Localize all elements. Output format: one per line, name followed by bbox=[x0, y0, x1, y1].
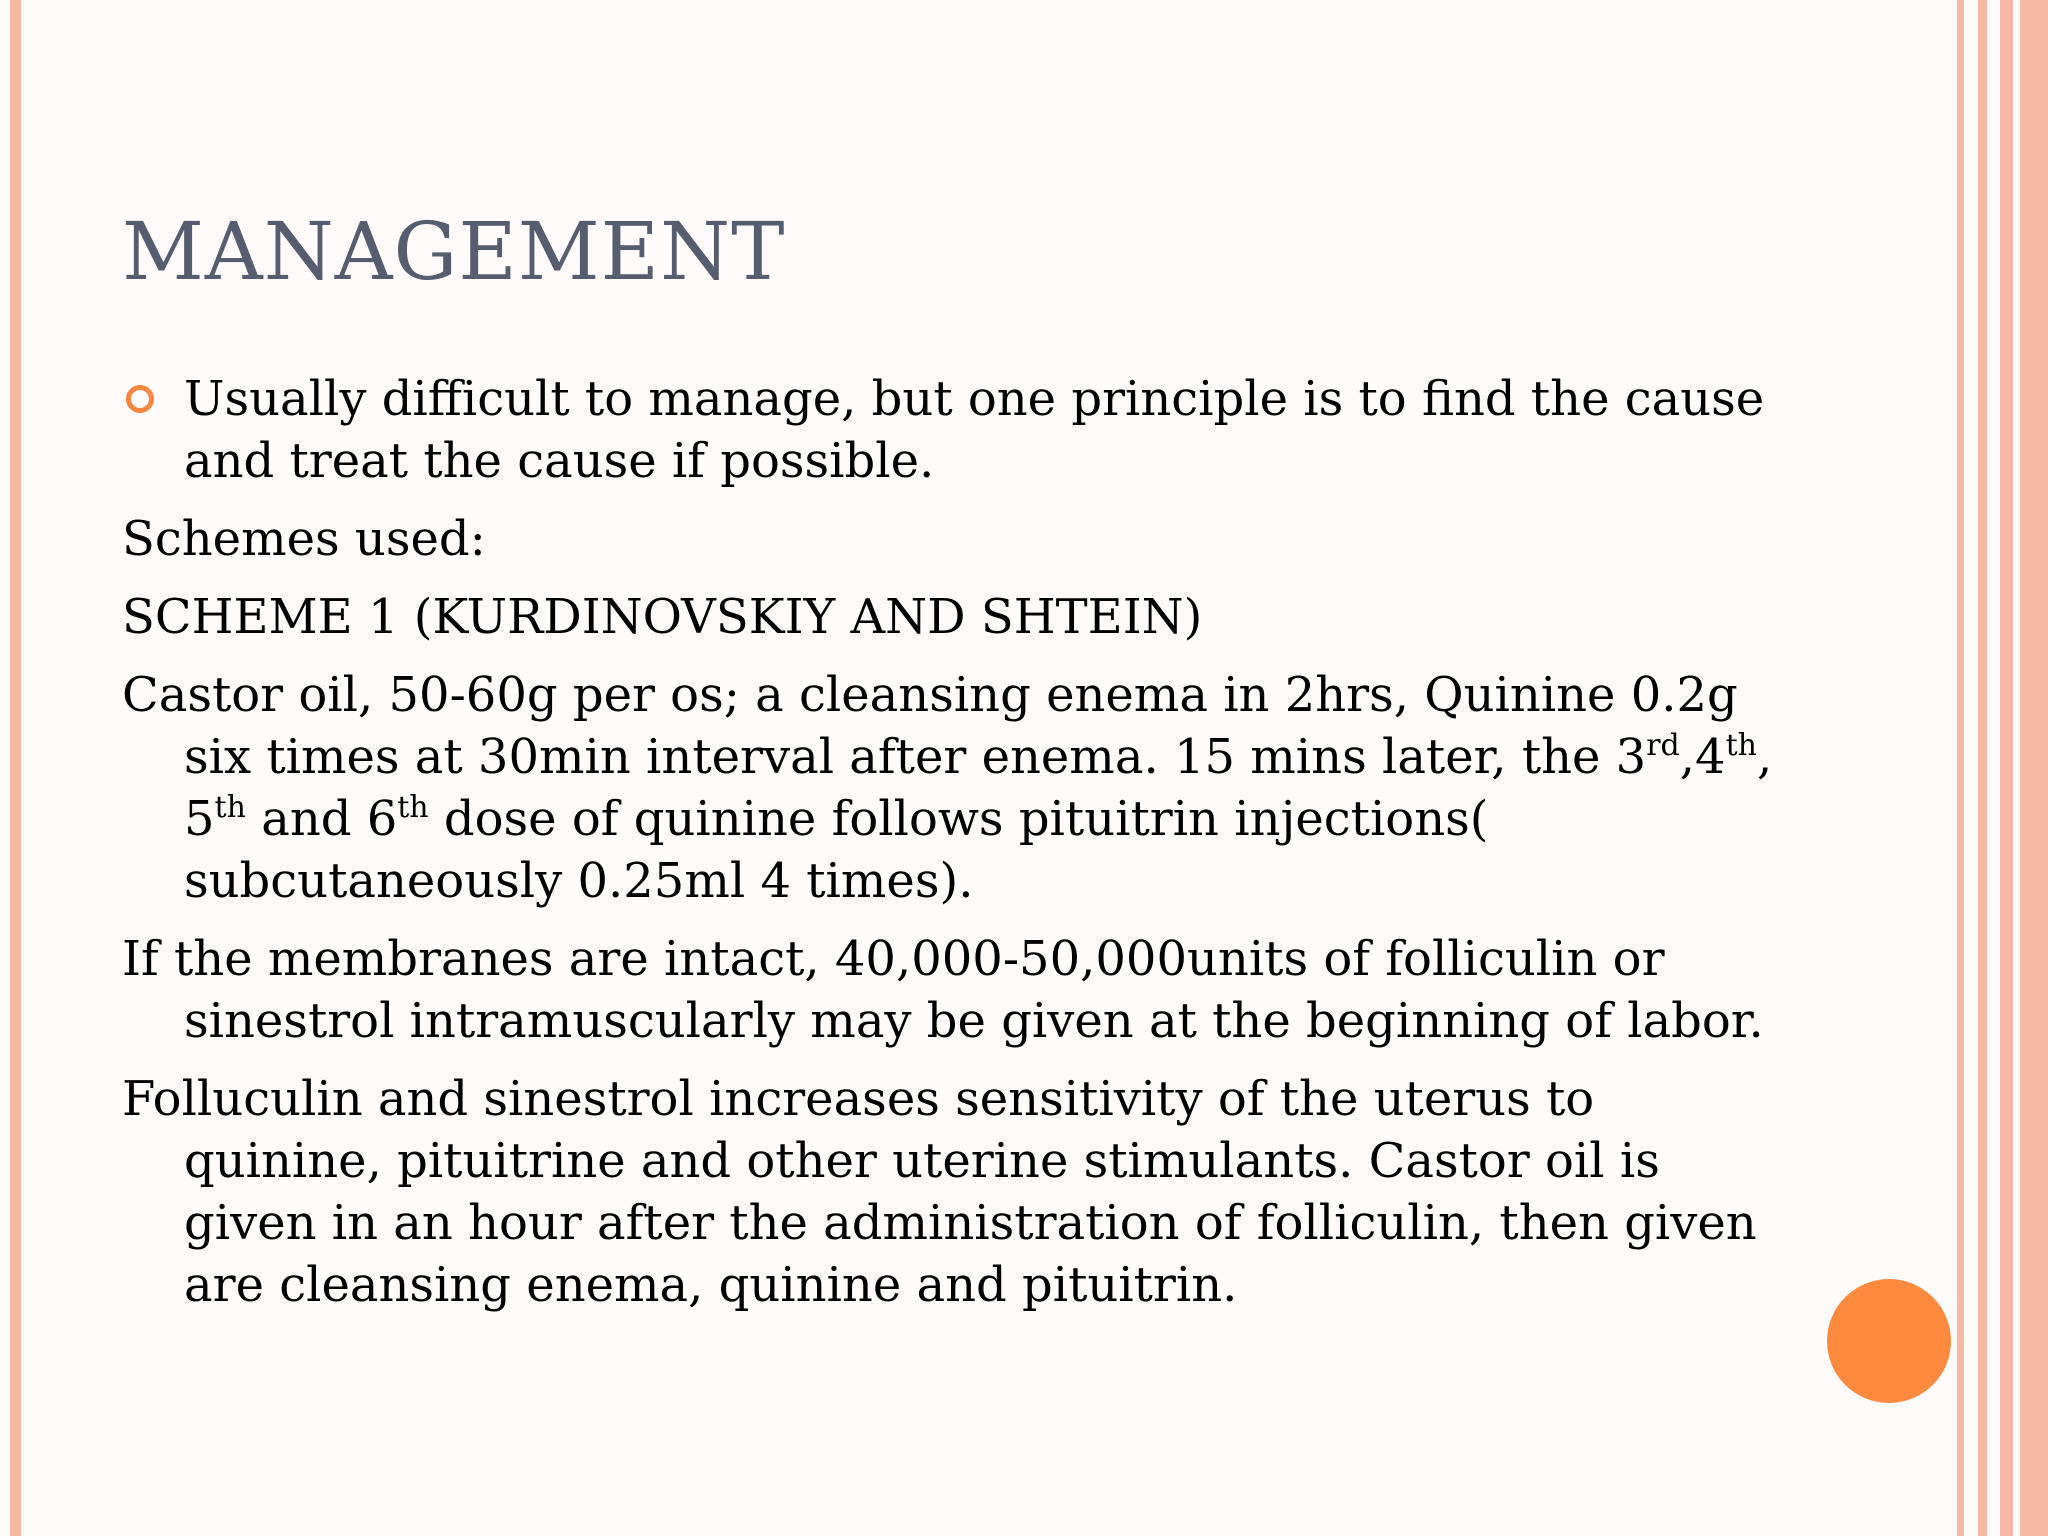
ordinal-suffix: th bbox=[1725, 728, 1757, 763]
frame-stripe-right bbox=[1957, 0, 1964, 1536]
orange-circle-decoration bbox=[1827, 1279, 1951, 1403]
membranes-paragraph: If the membranes are intact, 40,000-50,000units of folliculin or sinestrol intramuscularly may be given at the beginning of labor. bbox=[122, 931, 1764, 1049]
ordinal-suffix: rd bbox=[1646, 728, 1680, 763]
castor-oil-text: dose of quinine follows pituitrin injections( subcutaneously 0.25ml 4 times). bbox=[184, 791, 1489, 909]
castor-oil-text: , 5 bbox=[184, 729, 1773, 847]
slide-title: MANAGEMENT bbox=[122, 205, 786, 298]
castor-oil-text: and 6 bbox=[245, 791, 398, 847]
frame-stripe-left bbox=[10, 0, 21, 1536]
frame-stripe-right bbox=[2000, 0, 2013, 1536]
ordinal-suffix: th bbox=[214, 790, 246, 825]
frame-stripe-right bbox=[1978, 0, 1987, 1536]
scheme-heading: SCHEME 1 (KURDINOVSKIY AND SHTEIN) bbox=[122, 589, 1203, 645]
slide-body bbox=[122, 368, 1782, 1332]
frame-stripe-right bbox=[2020, 0, 2048, 1536]
bullet-item bbox=[122, 368, 1782, 492]
castor-oil-paragraph bbox=[122, 664, 1782, 912]
castor-oil-text: Castor oil, 50-60g per os; a cleansing enema in 2hrs, Quinine 0.2g six times at 30min interval after enema. 15 mins later, the 3 bbox=[122, 667, 1738, 785]
schemes-label: Schemes used: bbox=[122, 511, 486, 567]
ordinal-suffix: th bbox=[397, 790, 429, 825]
hollow-circle-bullet-icon bbox=[126, 385, 154, 413]
bullet-text: Usually difficult to manage, but one principle is to find the cause and treat the cause if possible. bbox=[184, 371, 1765, 489]
castor-oil-text: ,4 bbox=[1679, 729, 1726, 785]
folluculin-paragraph: Folluculin and sinestrol increases sensitivity of the uterus to quinine, pituitrine and other uterine stimulants. Castor oil is given in an hour after the administration of folliculin, then given are cleansing enema, quinine and pituitrin. bbox=[122, 1071, 1757, 1313]
